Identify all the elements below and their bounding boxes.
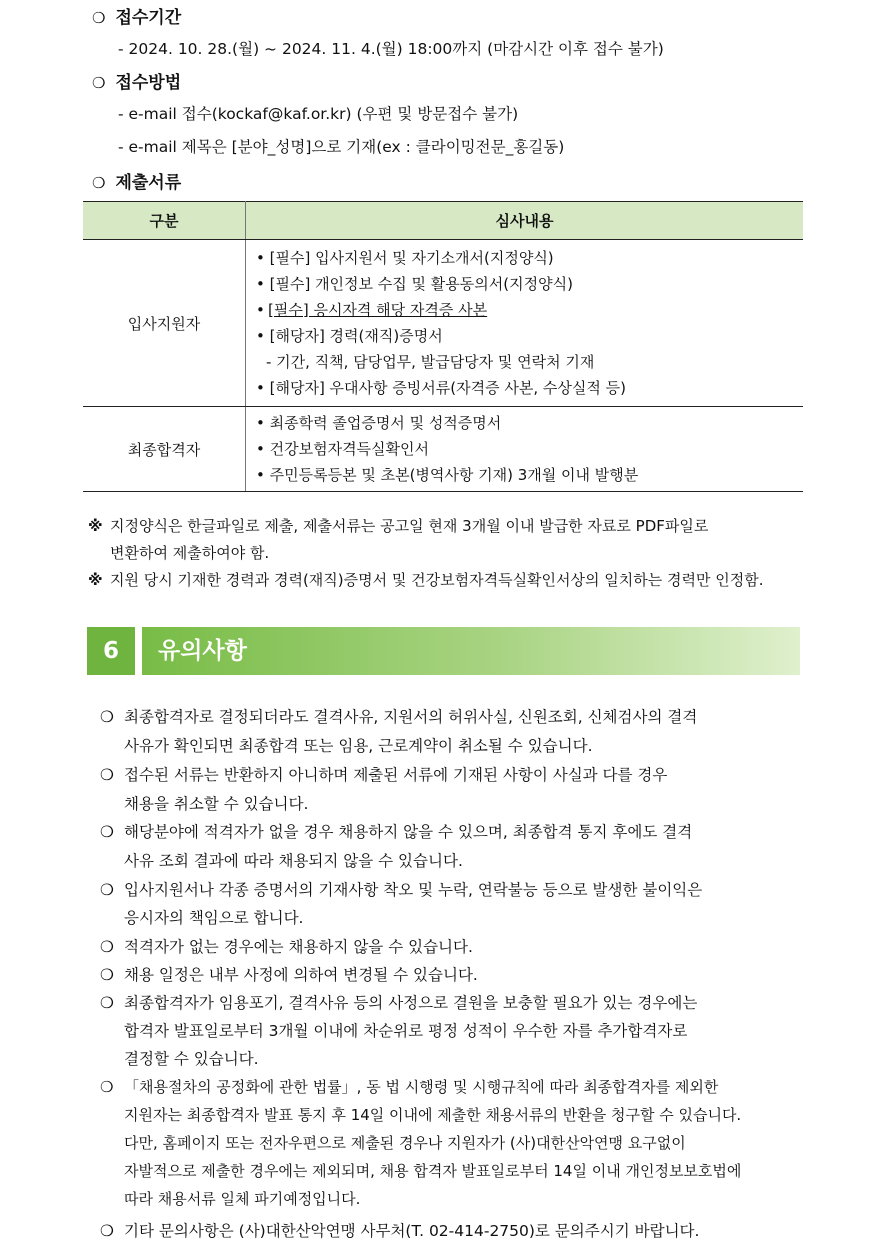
- list-item: • 건강보험자격득실확인서: [256, 440, 430, 458]
- caution-text: 채용 일정은 내부 사정에 의하여 변경될 수 있습니다.: [124, 966, 478, 984]
- section-title: 접수기간: [115, 8, 182, 28]
- row-category: 최종합격자: [83, 407, 246, 492]
- caution-continued: 지원자는 최종합격자 발표 통지 후 14일 이내에 제출한 채용서류의 반환을 청구할 수 있습니다.: [124, 1106, 742, 1124]
- row-items: [246, 407, 804, 492]
- circle-bullet-icon: ❍: [100, 938, 114, 956]
- caution-continued: 사유 조회 결과에 따라 채용되지 않을 수 있습니다.: [124, 852, 463, 870]
- note-2: [88, 569, 763, 590]
- method-line-subject: - e-mail 제목은 [분야_성명]으로 기재(ex : 클라이밍전문_홍길동): [118, 138, 565, 156]
- bullet-icon: •: [256, 301, 265, 319]
- circle-bullet-icon: ❍: [100, 966, 114, 984]
- circle-bullet-icon: ❍: [100, 823, 114, 841]
- list-item: [256, 297, 803, 323]
- caution-item: [100, 705, 697, 727]
- circle-bullet-icon: ❍: [100, 766, 114, 784]
- section-heading-method: [92, 68, 181, 93]
- list-item: • [필수] 개인정보 수집 및 활용동의서(지정양식): [256, 275, 573, 293]
- caution-item: [100, 935, 473, 957]
- reference-mark-icon: ※: [88, 571, 103, 589]
- section-title: 접수방법: [115, 73, 182, 93]
- header-content: 심사내용: [246, 202, 804, 240]
- note-text: 지정양식은 한글파일로 제출, 제출서류는 공고일 현재 3개월 이내 발급한 자료로 PDF파일로: [110, 517, 709, 535]
- caution-text: 적격자가 없는 경우에는 채용하지 않을 수 있습니다.: [124, 938, 473, 956]
- caution-continued: 결정할 수 있습니다.: [124, 1050, 259, 1068]
- caution-continued: 자발적으로 제출한 경우에는 제외되며, 채용 합격자 발표일로부터 14일 이내 개인정보보호법에: [124, 1162, 742, 1180]
- reference-mark-icon: ※: [88, 517, 103, 535]
- section-heading-documents: [92, 168, 181, 193]
- table-row: [83, 407, 803, 492]
- note-1: [88, 515, 708, 536]
- caution-text: 입사지원서나 각종 증명서의 기재사항 착오 및 누락, 연락불능 등으로 발생한 불이익은: [124, 881, 703, 899]
- documents-table: [83, 201, 803, 492]
- note-text: 지원 당시 기재한 경력과 경력(재직)증명서 및 건강보험자격득실확인서상의 일치하는 경력만 인정함.: [110, 571, 764, 589]
- circle-bullet-icon: ❍: [100, 994, 114, 1012]
- circle-bullet-icon: ❍: [92, 174, 106, 192]
- caution-item: [100, 878, 702, 900]
- caution-continued: 다만, 홈페이지 또는 전자우편으로 제출된 경우나 지원자가 (사)대한산악연맹 요구없이: [124, 1134, 686, 1152]
- caution-continued: 따라 채용서류 일체 파기예정입니다.: [124, 1190, 361, 1208]
- caution-item: [100, 1219, 699, 1241]
- section-heading-period: [92, 3, 181, 28]
- caution-item: [100, 1076, 718, 1097]
- header-category: 구분: [83, 202, 246, 240]
- list-item: • 최종학력 졸업증명서 및 성적증명서: [256, 414, 502, 432]
- section-banner: [87, 627, 800, 675]
- row-category: 입사지원자: [83, 240, 246, 407]
- section-title: 제출서류: [115, 173, 182, 193]
- caution-text: 「채용절차의 공정화에 관한 법률」, 동 법 시행령 및 시행규칙에 따라 최종합격자를 제외한: [124, 1078, 719, 1096]
- list-item: • 주민등록등본 및 초본(병역사항 기재) 3개월 이내 발행분: [256, 466, 639, 484]
- caution-text: 최종합격자가 임용포기, 결격사유 등의 사정으로 결원을 보충할 필요가 있는 경우에는: [124, 994, 698, 1012]
- caution-text: 기타 문의사항은 (사)대한산악연맹 사무처(T. 02-414-2750)로 문의주시기 바랍니다.: [124, 1222, 700, 1240]
- list-item: • [해당자] 경력(재직)증명서: [256, 327, 443, 345]
- caution-continued: 합격자 발표일로부터 3개월 이내에 차순위로 평정 성적이 우수한 자를 추가합격자로: [124, 1022, 688, 1040]
- circle-bullet-icon: ❍: [100, 881, 114, 899]
- circle-bullet-icon: ❍: [100, 708, 114, 726]
- table-row: [83, 240, 803, 407]
- period-line: - 2024. 10. 28.(월) ~ 2024. 11. 4.(월) 18:00까지 (마감시간 이후 접수 불가): [118, 40, 664, 58]
- circle-bullet-icon: ❍: [92, 9, 106, 27]
- row-items: [246, 240, 804, 407]
- caution-continued: 응시자의 책임으로 합니다.: [124, 909, 304, 927]
- caution-continued: 채용을 취소할 수 있습니다.: [124, 795, 309, 813]
- list-item: • [해당자] 우대사항 증빙서류(자격증 사본, 수상실적 등): [256, 379, 626, 397]
- underlined-item-text: [필수] 응시자격 해당 자격증 사본: [268, 301, 488, 319]
- section-title-bar: [142, 627, 800, 675]
- caution-item: [100, 763, 667, 785]
- circle-bullet-icon: ❍: [100, 1078, 114, 1096]
- table-header-row: [83, 202, 803, 240]
- list-subitem: - 기간, 직책, 담당업무, 발급담당자 및 연락처 기재: [266, 353, 595, 371]
- circle-bullet-icon: ❍: [92, 74, 106, 92]
- section-number: 6: [87, 627, 135, 675]
- caution-text: 최종합격자로 결정되더라도 결격사유, 지원서의 허위사실, 신원조회, 신체검사의 결격: [124, 708, 698, 726]
- caution-item: [100, 963, 478, 985]
- caution-text: 접수된 서류는 반환하지 아니하며 제출된 서류에 기재된 사항이 사실과 다를 경우: [124, 766, 668, 784]
- caution-continued: 사유가 확인되면 최종합격 또는 임용, 근로계약이 취소될 수 있습니다.: [124, 737, 593, 755]
- caution-item: [100, 991, 697, 1013]
- note-1-continued: 변환하여 제출하여야 함.: [110, 544, 270, 562]
- caution-item: [100, 820, 692, 842]
- method-line-email: - e-mail 접수(kockaf@kaf.or.kr) (우편 및 방문접수 불가): [118, 105, 519, 123]
- caution-text: 해당분야에 적격자가 없을 경우 채용하지 않을 수 있으며, 최종합격 통지 후에도 결격: [124, 823, 693, 841]
- section-title: 유의사항: [158, 638, 247, 664]
- circle-bullet-icon: ❍: [100, 1222, 114, 1240]
- list-item: • [필수] 입사지원서 및 자기소개서(지정양식): [256, 249, 554, 267]
